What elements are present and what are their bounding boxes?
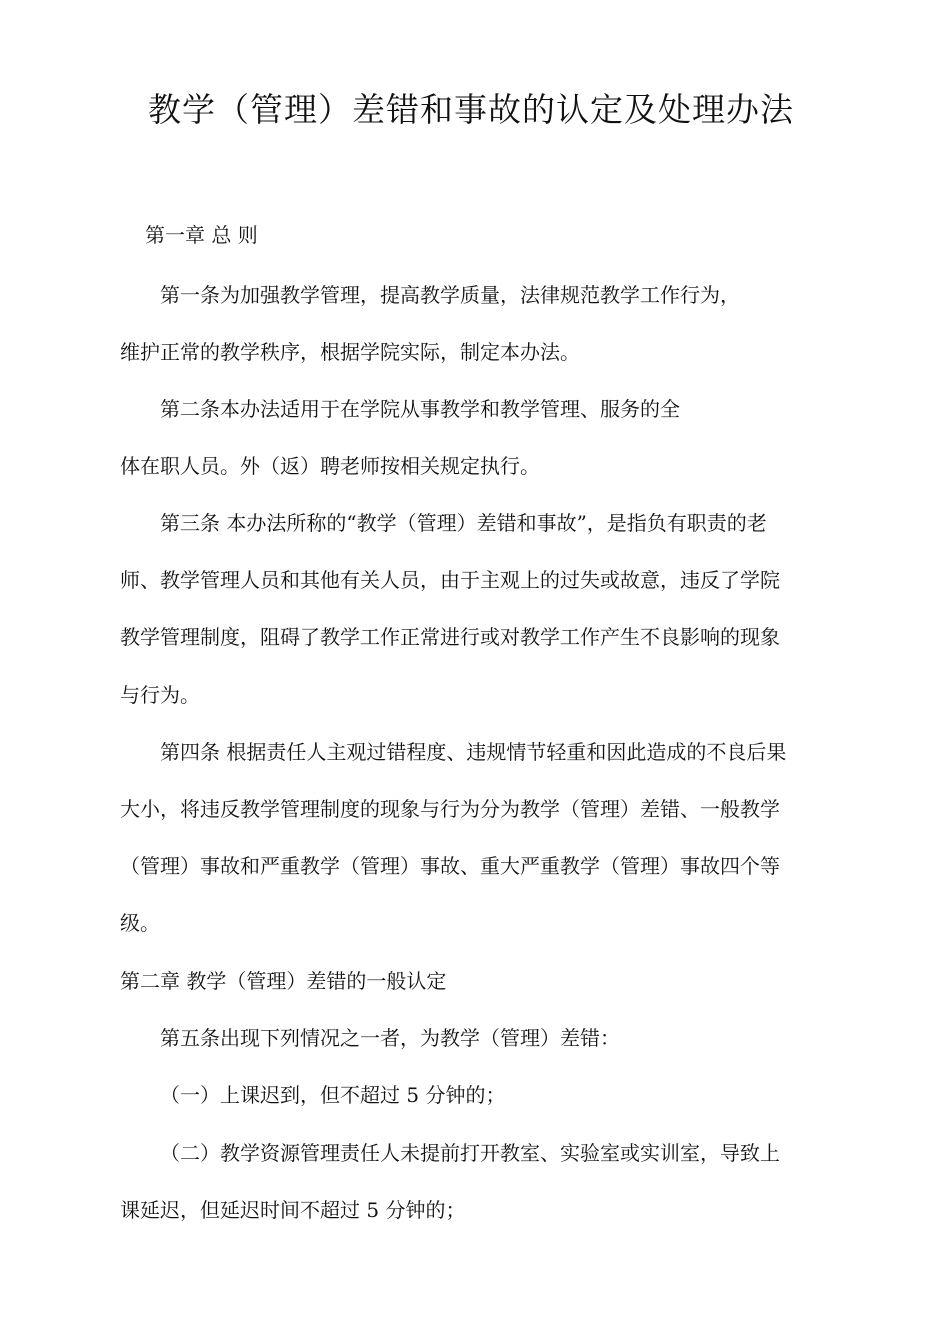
document-title: 教学（管理）差错和事故的认定及处理办法 xyxy=(148,90,794,129)
paragraph-line: 第四条 根据责任人主观过错程度、违规情节轻重和因此造成的不良后果 xyxy=(160,740,787,764)
paragraph-line: 第三条 本办法所称的“教学（管理）差错和事故”，是指负有职责的老 xyxy=(160,511,767,535)
paragraph-line: 大小，将违反教学管理制度的现象与行为分为教学（管理）差错、一般教学 xyxy=(120,797,780,821)
paragraph-line: 教学管理制度，阻碍了教学工作正常进行或对教学工作产生不良影响的现象 xyxy=(120,625,780,649)
chapter-heading: 第二章 教学（管理）差错的一般认定 xyxy=(120,969,447,993)
paragraph-line: 第五条出现下列情况之一者，为教学（管理）差错： xyxy=(160,1026,620,1050)
paragraph-line: 课延迟，但延迟时间不超过 5 分钟的； xyxy=(120,1198,466,1222)
paragraph-line: 与行为。 xyxy=(120,683,200,707)
list-item: （一）上课迟到，但不超过 5 分钟的； xyxy=(160,1083,506,1107)
paragraph-line: 维护正常的教学秩序，根据学院实际，制定本办法。 xyxy=(120,340,580,364)
list-item: （二）教学资源管理责任人未提前打开教室、实验室或实训室，导致上 xyxy=(160,1141,780,1165)
paragraph-line: （管理）事故和严重教学（管理）事故、重大严重教学（管理）事故四个等 xyxy=(120,854,780,878)
paragraph-line: 第二条本办法适用于在学院从事教学和教学管理、服务的全 xyxy=(160,397,680,421)
paragraph-line: 级。 xyxy=(120,911,160,935)
paragraph-line: 体在职人员。外（返）聘老师按相关规定执行。 xyxy=(120,454,540,478)
paragraph-line: 师、教学管理人员和其他有关人员，由于主观上的过失或故意，违反了学院 xyxy=(120,568,780,592)
paragraph-line: 第一条为加强教学管理，提高教学质量，法律规范教学工作行为， xyxy=(160,283,740,307)
chapter-heading: 第一章 总 则 xyxy=(145,223,258,247)
